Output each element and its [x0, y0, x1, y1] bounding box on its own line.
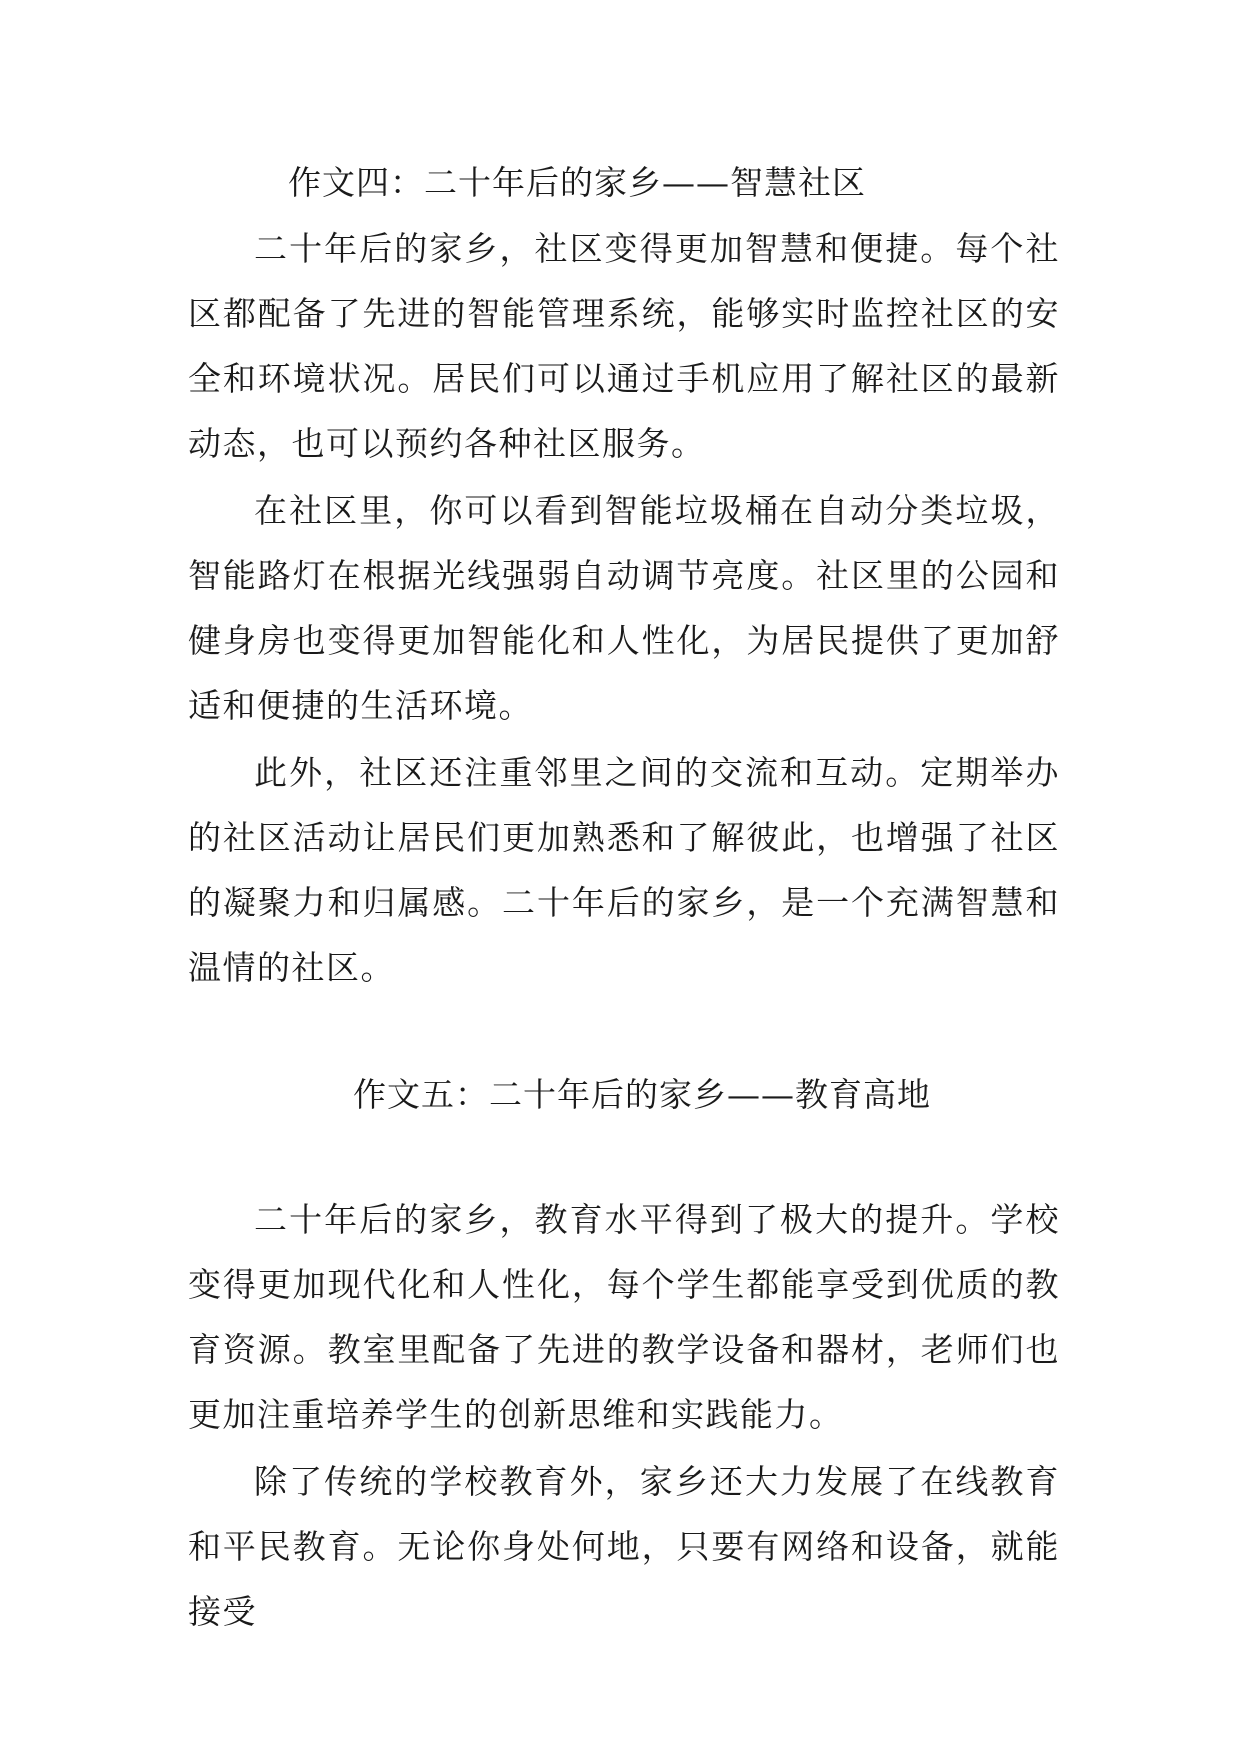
essay4-paragraph-3: 此外，社区还注重邻里之间的交流和互动。定期举办的社区活动让居民们更加熟悉和了解彼此，也增强了社区的凝聚力和归属感。二十年后的家乡，是一个充满智慧和温情的社区。	[188, 753, 1060, 987]
essay4-paragraph-1: 二十年后的家乡，社区变得更加智慧和便捷。每个社区都配备了先进的智能管理系统，能够实时监控社区的安全和环境状况。居民们可以通过手机应用了解社区的最新动态，也可以预约各种社区服务。	[188, 229, 1060, 463]
essay5-paragraph-1: 二十年后的家乡，教育水平得到了极大的提升。学校变得更加现代化和人性化，每个学生都能享受到优质的教育资源。教室里配备了先进的教学设备和器材，老师们也更加注重培养学生的创新思维和实践能力。	[188, 1200, 1060, 1434]
essay5-title: 作文五：二十年后的家乡——教育高地	[353, 1075, 931, 1114]
essay4-paragraph-2: 在社区里，你可以看到智能垃圾桶在自动分类垃圾，智能路灯在根据光线强弱自动调节亮度。社区里的公园和健身房也变得更加智能化和人性化，为居民提供了更加舒适和便捷的生活环境。	[188, 491, 1060, 725]
essay4-title: 作文四：二十年后的家乡——智慧社区	[288, 163, 866, 202]
essay5-paragraph-2: 除了传统的学校教育外，家乡还大力发展了在线教育和平民教育。无论你身处何地，只要有网络和设备，就能接受	[188, 1462, 1060, 1631]
